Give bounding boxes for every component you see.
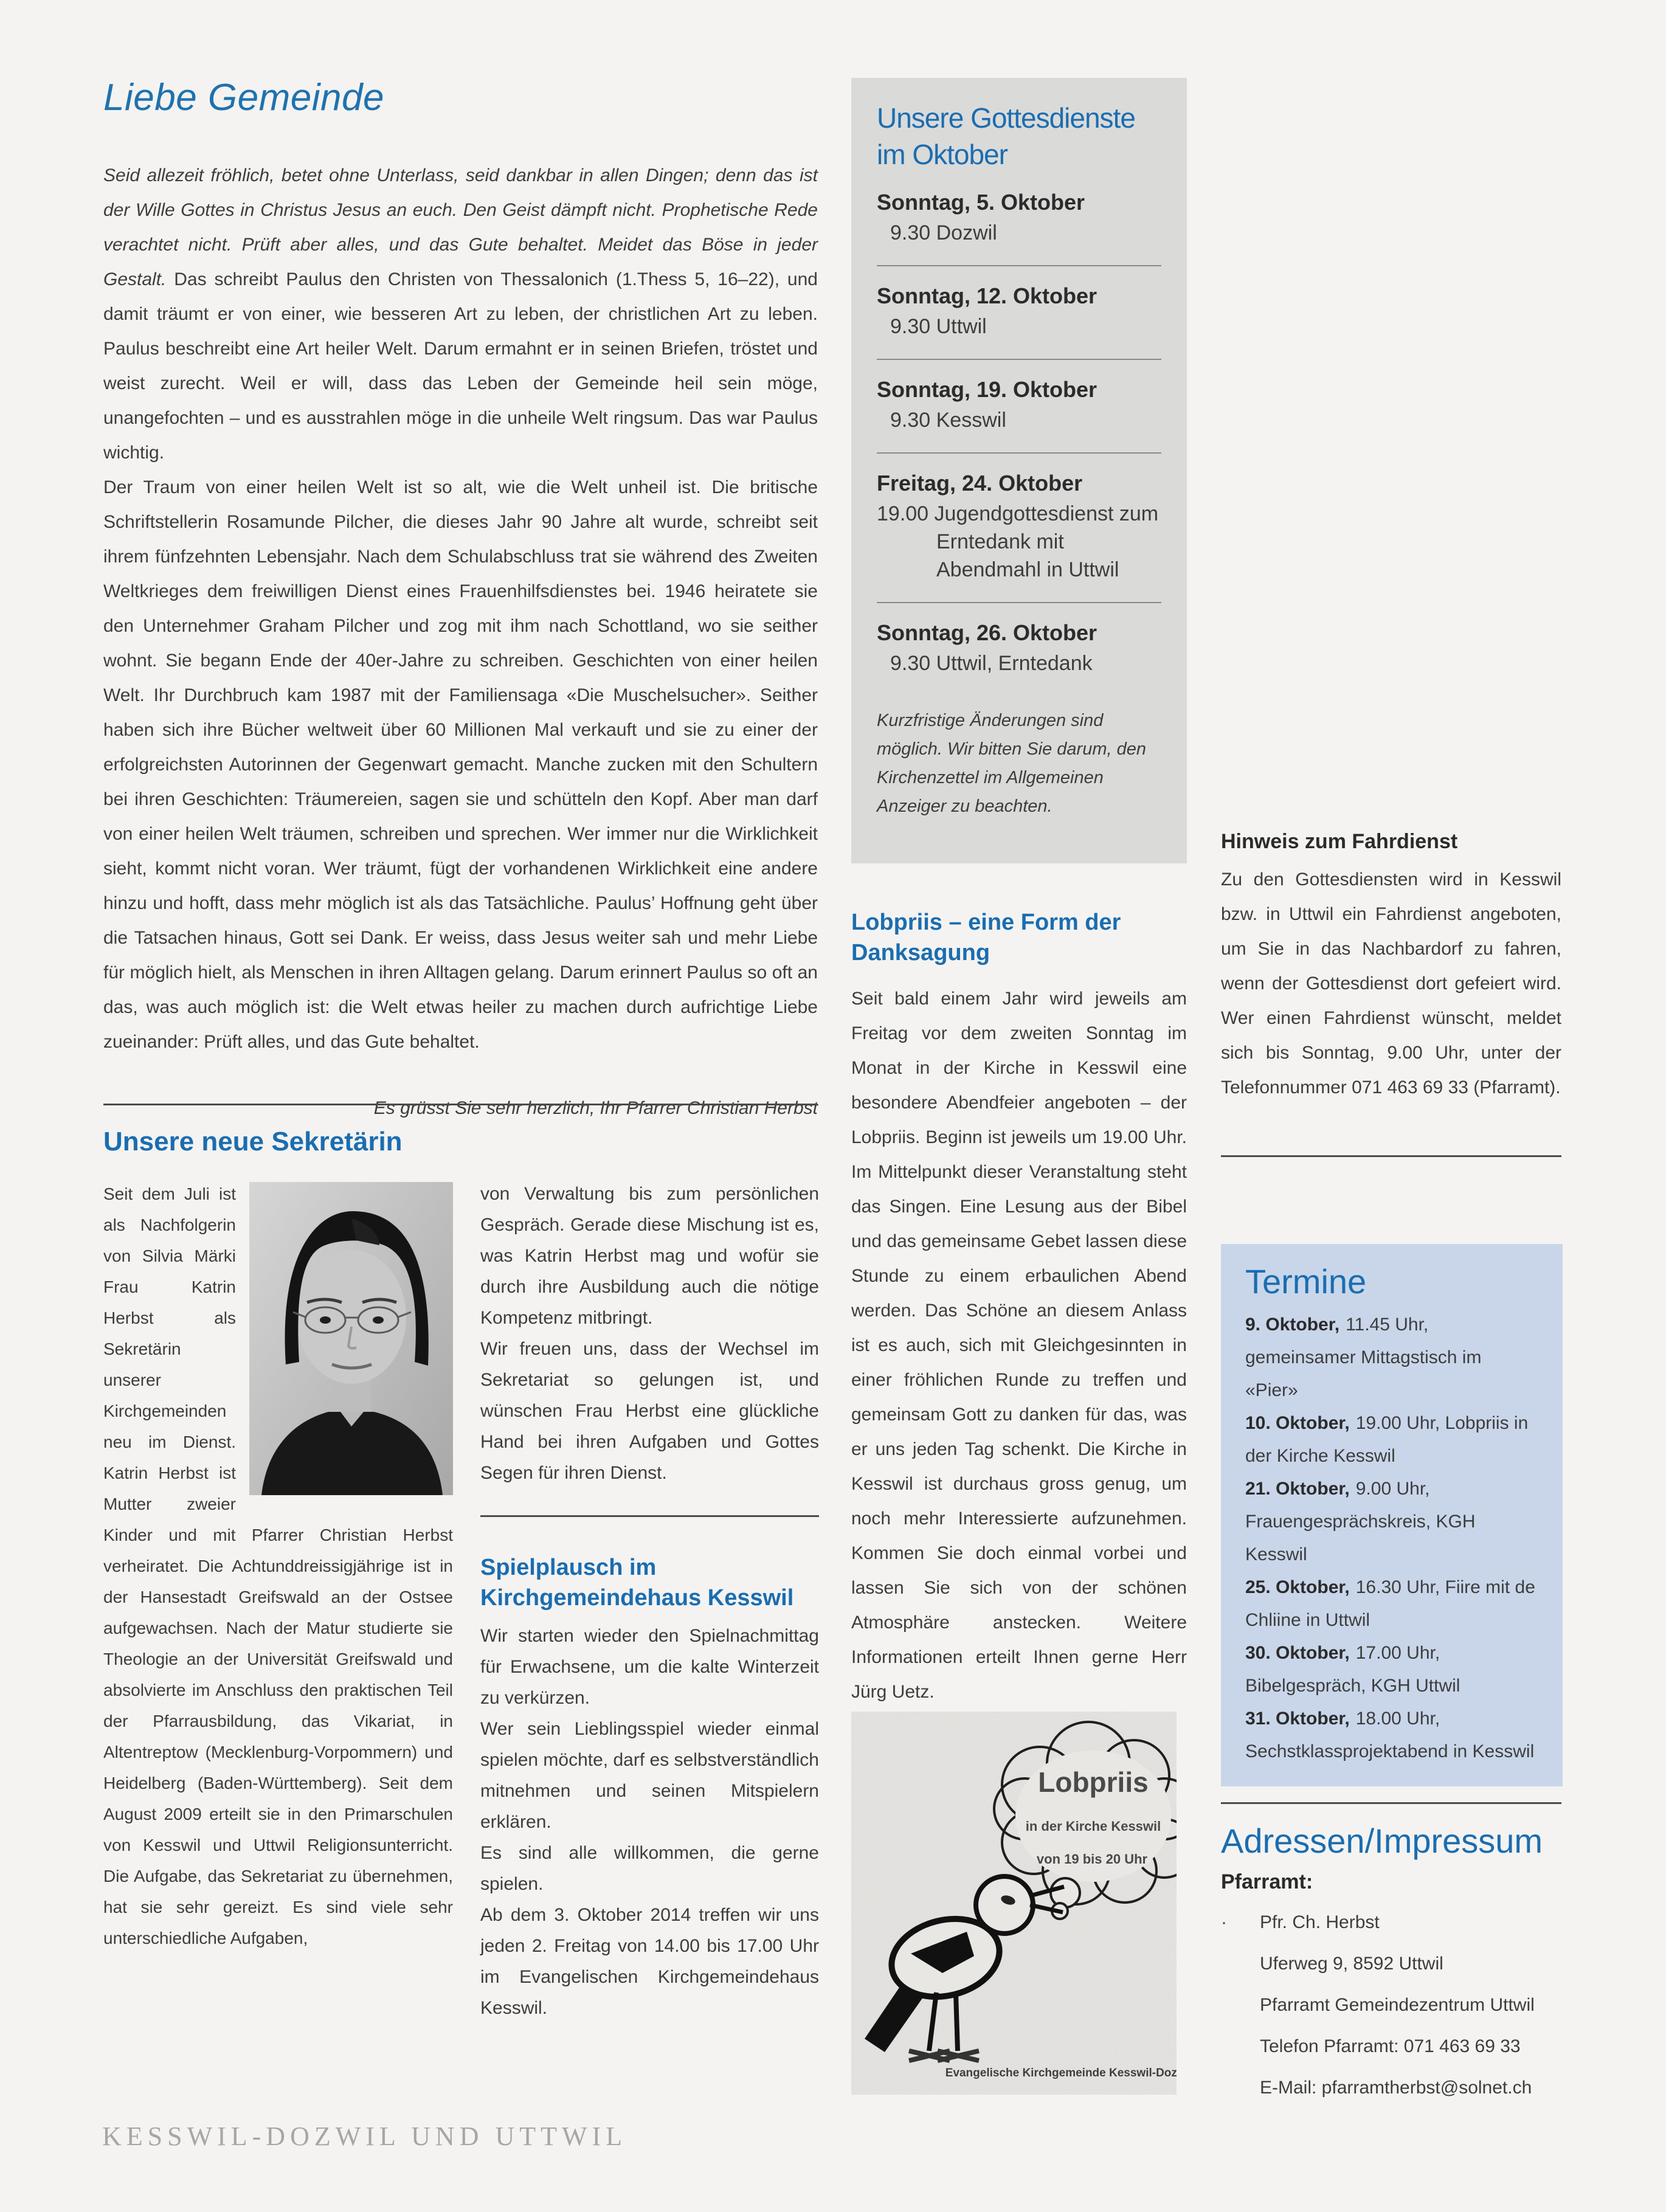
address-text: Pfr. Ch. Herbst (1260, 1912, 1380, 1932)
impressum-title: Adressen/Impressum (1221, 1822, 1543, 1860)
impressum-subtitle: Pfarramt: (1221, 1870, 1313, 1893)
bible-verse: Seid allezeit fröhlich, betet ohne Unterlass, seid dankbar in allen Dingen; denn das ist der Wille Gottes in Christus Jesus an euch. Den Geist dämpft nicht. Prophetische Rede verachtet nicht. Prüft aber alles, und das Gute behaltet. Meidet das Böse in jeder Gestalt. (103, 165, 818, 289)
sekretaerin-column-1 (103, 1178, 453, 1954)
spielplausch-paragraph: Ab dem 3. Oktober 2014 treffen wir uns jeden 2. Freitag von 14.00 bis 17.00 Uhr im Evangelischen Kirchgemeindehaus Kesswil. (480, 1905, 819, 2018)
address-line (1221, 1902, 1586, 1943)
termine-text: 18.00 Uhr, Sechstklassprojektabend in Kesswil (1245, 1709, 1535, 1761)
section-title-lobpriis (851, 907, 1187, 968)
termine-text: 11.45 Uhr, gemeinsamer Mittagstisch im «Pier» (1245, 1315, 1482, 1400)
address-line: E-Mail: pfarramtherbst@solnet.ch (1260, 2078, 1532, 2098)
termine-date: 21. Oktober, (1245, 1479, 1350, 1499)
service-entry (877, 282, 1161, 340)
termine-text: 17.00 Uhr, Bibelgespräch, KGH Uttwil (1245, 1643, 1460, 1696)
lobpriis-title-line1: Lobpriis – eine Form der (851, 910, 1121, 935)
spielplausch-title-line1: Spielplausch im (480, 1555, 657, 1580)
editorial-paragraph: Der Traum von einer heilen Welt ist so alt, wie die Welt unheil ist. Die britische Schriftstellerin Rosamunde Pilcher, die dieses Jahr 90 Jahre alt wurde, schreibt seit ihrem fünfzehnten Lebensjahr. Nach dem Schulabschluss trat sie während des Zweiten Weltkrieges dem freiwilligen Dienst eines Frauenhilfsdienstes bei. 1946 heiratete sie den Unternehmer Graham Pilcher und zog mit ihm nach Schottland, wo sie seither wohnt. Sie begann Ende der 40er-Jahre zu schreiben. Geschichten von einer heilen Welt. Ihr Durchbruch kam 1987 mit der Familiensaga «Die Muschelsucher». Seither haben sich ihre Bücher weltweit über 60 Millionen Mal verkauft und sie zu einer der erfolgreichsten Autorinnen der Gegenwart gemacht. Manche zucken mit den Schultern bei ihren Geschichten: Träumereien, sagen sie und schütteln den Kopf. Aber man darf von einer heilen Welt träumen, schreiben und sprechen. Wer immer nur die Wirklichkeit sieht, kommt nicht voran. Wer träumt, fügt der vorhandenen Wirklichkeit eine andere hinzu und hofft, dass mehr möglich ist als das Tatsächliche. Paulus’ Hoffnung geht über die Tatsachen hinaus, Gott sei Dank. Er weiss, dass Jesus weiter sah und mehr Liebe für möglich hielt, als Menschen in ihren Alltagen gelang. Darum erinnert Paulus so oft an das, was auch möglich ist: die Welt etwas heiler zu machen durch aufrichtige Liebe zueinander: Prüft alles, und das Gute behaltet. (103, 477, 818, 1052)
editorial-intro-rest: Das schreibt Paulus den Christen von Thessalonich (1.Thess 5, 16–22), und damit träumt er von einer, wie besseren Art zu leben, der christlichen Art zu leben. Paulus beschreibt eine Art heiler Welt. Darum ermahnt er in seinen Briefen, tröstet und weist zurecht. Weil er will, dass das Leben der Gemeinde heil sein möge, unangefochten – und es ausstrahlen möge in die unheile Welt ringsum. Das war Paulus wichtig. (103, 269, 818, 463)
section-title-fahrdienst: Hinweis zum Fahrdienst (1221, 830, 1458, 853)
termine-entry (1245, 1407, 1538, 1473)
termine-date: 25. Oktober, (1245, 1577, 1350, 1597)
service-detail: 9.30 Kesswil (890, 409, 1006, 432)
sekretaerin-text-3: Wir freuen uns, dass der Wechsel im Sekretariat so gelungen ist, und wünschen Frau Herbst eine glückliche Hand bei ihren Aufgaben und Gottes Segen für ihren Dienst. (480, 1339, 819, 1483)
impressum-section (1221, 1822, 1586, 2109)
divider (480, 1515, 819, 1517)
divider (1221, 1802, 1561, 1804)
service-date: Sonntag, 5. Oktober (877, 190, 1085, 215)
section-title-sekretaerin: Unsere neue Sekretärin (103, 1127, 403, 1156)
flyer-line1: in der Kirche Kesswil (1025, 1819, 1161, 1834)
flyer-line2: von 19 bis 20 Uhr (1036, 1851, 1148, 1867)
portrait-illustration (249, 1182, 453, 1495)
sekretaerin-text-1: Seit dem Juli ist als Nachfolgerin von Silvia Märki Frau Katrin Herbst als Sekretärin unserer Kirchgemeinden neu im Dienst. Katrin Herbst ist Mutter zweier Kinder und mit Pfarrer Christian Herbst verheiratet. Die Achtunddreissigjährige ist in der Hansestadt Greifswald an der Ostsee aufgewachsen. Nach der Matur studierte sie Theologie an der Universität Greifswald und absolvierte im Anschluss den praktischen Teil der Pfarrausbildung, das Vikariat, in Altentreptow (Mecklenburg-Vorpommern) und Heidelberg (Baden-Württemberg). Seit dem August 2009 erteilt sie in den Primarschulen von Kesswil und Uttwil Religionsunterricht. Die Aufgabe, das Sekretariat zu übernehmen, hat sie sehr gereizt. Es sind viele sehr unterschiedliche Aufgaben, (103, 1184, 453, 1948)
address-line: Uferweg 9, 8592 Uttwil (1260, 1954, 1443, 1974)
service-detail: 9.30 Dozwil (890, 221, 997, 244)
divider (877, 452, 1161, 454)
sekretaerin-text-2: von Verwaltung bis zum persönlichen Gespräch. Gerade diese Mischung ist es, was Katrin Herbst mag und wofür sie durch ihre Ausbildung auch die nötige Kompetenz mitbringt. (480, 1184, 819, 1328)
service-detail: 9.30 Uttwil, Erntedank (890, 652, 1093, 675)
lobpriis-article (851, 907, 1187, 1709)
service-entry (877, 469, 1161, 584)
divider (877, 602, 1161, 603)
service-entry (877, 188, 1161, 247)
flyer-title: Lobpriis (1038, 1766, 1149, 1798)
termine-entry (1245, 1308, 1538, 1407)
lobpriis-flyer (851, 1712, 1177, 2095)
termine-text: 19.00 Uhr, Lobpriis in der Kirche Kesswil (1245, 1413, 1529, 1466)
lobpriis-title-line2: Danksagung (851, 940, 990, 966)
spielplausch-paragraph: Es sind alle willkommen, die gerne spielen. (480, 1843, 819, 1894)
service-entry (877, 376, 1161, 434)
termine-entry (1245, 1702, 1538, 1768)
page-title: Liebe Gemeinde (103, 77, 384, 119)
lobpriis-body: Seit bald einem Jahr wird jeweils am Freitag vor dem zweiten Sonntag im Monat in der Kirche in Kesswil eine besondere Abendfeier angeboten – der Lobpriis. Beginn ist jeweils um 19.00 Uhr. Im Mittelpunkt dieser Veranstaltung steht das Singen. Eine Lesung aus der Bibel und das gemeinsame Gebet lassen diese Stunde zu einem erbaulichen Abend werden. Das Schöne an diesem Anlass ist es auch, sich mit Gleichgesinnten in einer fröhlichen Runde zu treffen und gemeinsam Gott zu danken für das, was er uns jeden Tag schenkt. Die Kirche in Kesswil ist durchaus gross genug, um noch mehr Interessierte aufzunehmen. Kommen Sie doch einmal vorbei und lassen Sie sich von der schönen Atmosphäre anstecken. Weitere Informationen erteilt Ihnen gerne Herr Jürg Uetz. (851, 989, 1187, 1702)
service-date: Sonntag, 19. Oktober (877, 377, 1097, 402)
spielplausch-paragraph: Wer sein Lieblingsspiel wieder einmal spielen möchte, darf es selbstverständlich mitnehmen und seinen Mitspielern erklären. (480, 1719, 819, 1832)
termine-entry (1245, 1473, 1538, 1571)
address-line: Telefon Pfarramt: 071 463 69 33 (1260, 2036, 1521, 2056)
services-title-line2: im Oktober (877, 139, 1008, 170)
lobpriis-flyer-illustration (851, 1712, 1177, 2095)
termine-entry (1245, 1637, 1538, 1702)
termine-date: 9. Oktober, (1245, 1315, 1340, 1335)
termine-date: 10. Oktober, (1245, 1413, 1350, 1433)
termine-title: Termine (1245, 1262, 1367, 1301)
divider (103, 1104, 818, 1105)
service-date: Sonntag, 26. Oktober (877, 620, 1097, 645)
address-line: Pfarramt Gemeindezentrum Uttwil (1260, 1995, 1535, 2015)
editorial-signature: Es grüsst Sie sehr herzlich, Ihr Pfarrer Christian Herbst (373, 1098, 818, 1118)
termine-date: 30. Oktober, (1245, 1643, 1350, 1663)
services-title (877, 100, 1161, 173)
termine-text: 16.30 Uhr, Fiire mit de Chliine in Uttwil (1245, 1577, 1535, 1630)
bullet: · (1221, 1912, 1227, 1932)
divider (877, 265, 1161, 266)
spielplausch-title-line2: Kirchgemeindehaus Kesswil (480, 1585, 794, 1611)
service-detail: 9.30 Uttwil (890, 315, 987, 338)
service-entry (877, 619, 1161, 677)
divider (877, 359, 1161, 360)
termine-date: 31. Oktober, (1245, 1709, 1350, 1729)
service-detail: 19.00 Jugendgottesdienst zum Erntedank mit Abendmahl in Uttwil (877, 502, 1159, 581)
services-box (851, 78, 1187, 863)
editorial-intro (103, 158, 818, 470)
service-date: Freitag, 24. Oktober (877, 471, 1083, 496)
editorial-article (103, 78, 818, 1125)
page-footer: KESSWIL-DOZWIL UND UTTWIL (102, 2121, 627, 2151)
spielplausch-paragraph: Wir starten wieder den Spielnachmittag für Erwachsene, um die kalte Winterzeit zu verkürzen. (480, 1626, 819, 1708)
divider (1221, 1155, 1561, 1157)
flyer-footer: Evangelische Kirchgemeinde Kesswil-Dozwil (945, 2067, 1177, 2079)
termine-entry (1245, 1571, 1538, 1637)
section-title-spielplausch (480, 1552, 819, 1613)
service-date: Sonntag, 12. Oktober (877, 283, 1097, 308)
services-title-line1: Unsere Gottesdienste (877, 102, 1135, 134)
services-note: Kurzfristige Änderungen sind möglich. Wir bitten Sie darum, den Kirchenzettel im Allgemeinen Anzeiger zu beachten. (877, 711, 1146, 816)
fahrdienst-body: Zu den Gottesdiensten wird in Kesswil bzw. in Uttwil ein Fahrdienst angeboten, um Sie in das Nachbardorf zu fahren, wenn der Gottesdienst dort gefeiert wird. Wer einen Fahrdienst wünscht, meldet sich bis Sonntag, 9.00 Uhr, unter der Telefonnummer 071 463 69 33 (Pfarramt). (1221, 869, 1561, 1097)
termine-text: 9.00 Uhr, Frauengesprächskreis, KGH Kesswil (1245, 1479, 1476, 1564)
portrait-photo (249, 1182, 453, 1495)
sekretaerin-column-2 (480, 1178, 819, 2024)
termine-box (1221, 1244, 1563, 1786)
fahrdienst-article (1221, 827, 1561, 1105)
